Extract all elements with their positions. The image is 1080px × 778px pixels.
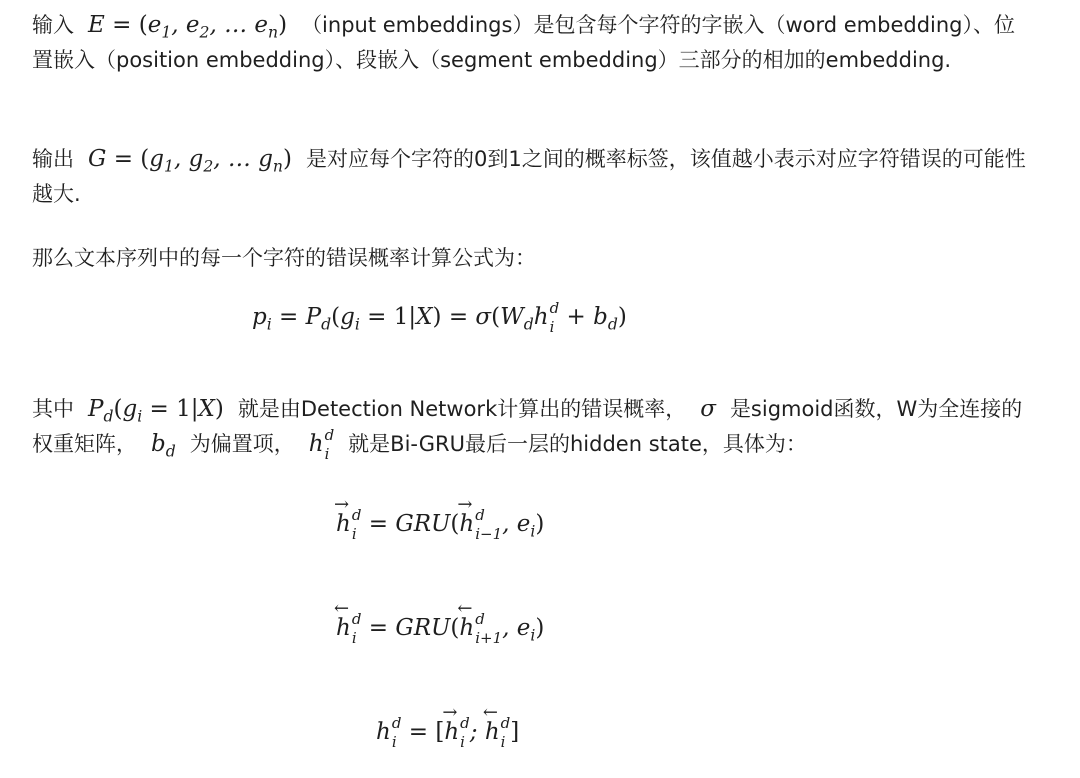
text-sigmoid: 是sigmoid函数，W为全连接的权重矩阵，	[32, 397, 1023, 456]
paragraph-output-probabilities	[32, 142, 1032, 211]
equation-backward-gru: h d i ← = GRU(h d i+1 ← , $e_i$)	[334, 598, 545, 647]
math-hid: h d i	[301, 425, 335, 463]
math-sigma: σ	[692, 396, 724, 422]
equation-concat-hidden: h d i = [h d i → ; h d i ← ]	[376, 702, 520, 751]
equation-forward-gru: h d i → = GRU(h d i−1 → , $e_i$)	[334, 494, 545, 543]
paragraph-formula-intro	[32, 241, 1032, 276]
text-formula-intro: 那么文本序列中的每一个字符的错误概率计算公式为：	[32, 246, 536, 270]
gru-label-backward: GRU	[395, 615, 451, 641]
math-bd: $b_d$	[143, 430, 176, 461]
paragraph-symbol-explanation	[32, 392, 1032, 461]
text-detection-network: 就是由Detection Network计算出的错误概率，	[237, 397, 687, 421]
paragraph-input-embeddings	[32, 8, 1032, 77]
equation-error-probability: $p_i = P_d(g_i = 1|X) = \sigma(W_dh$ d i + $b_d$)	[252, 299, 627, 336]
text-bias: 为偏置项，	[189, 431, 295, 456]
text-output-description: 是对应每个字符的0到1之间的概率标签，该值越小表示对应字符错误的可能性越大.	[32, 147, 1026, 206]
gru-label-forward: GRU	[395, 511, 451, 537]
text-hidden-state: 就是Bi-GRU最后一层的hidden state，具体为：	[348, 431, 807, 456]
math-Pd-expression: $P_d(g_i = 1|X)$	[80, 396, 224, 426]
text-where-prefix: 其中	[32, 397, 74, 421]
text-input-prefix: 输入	[32, 13, 74, 37]
math-E-vector: $E = (e_1$, $e_2$, … $e_n$)	[80, 12, 288, 42]
text-input-description: （input embeddings）是包含每个字符的字嵌入（word embedding）、位置嵌入（position embedding）、段嵌入（segment embedding）三部分的相加的embedding.	[32, 13, 1016, 72]
math-G-vector: $G = (g_1$, $g_2$, … $g_n$)	[80, 146, 292, 176]
text-output-prefix: 输出	[32, 147, 74, 171]
